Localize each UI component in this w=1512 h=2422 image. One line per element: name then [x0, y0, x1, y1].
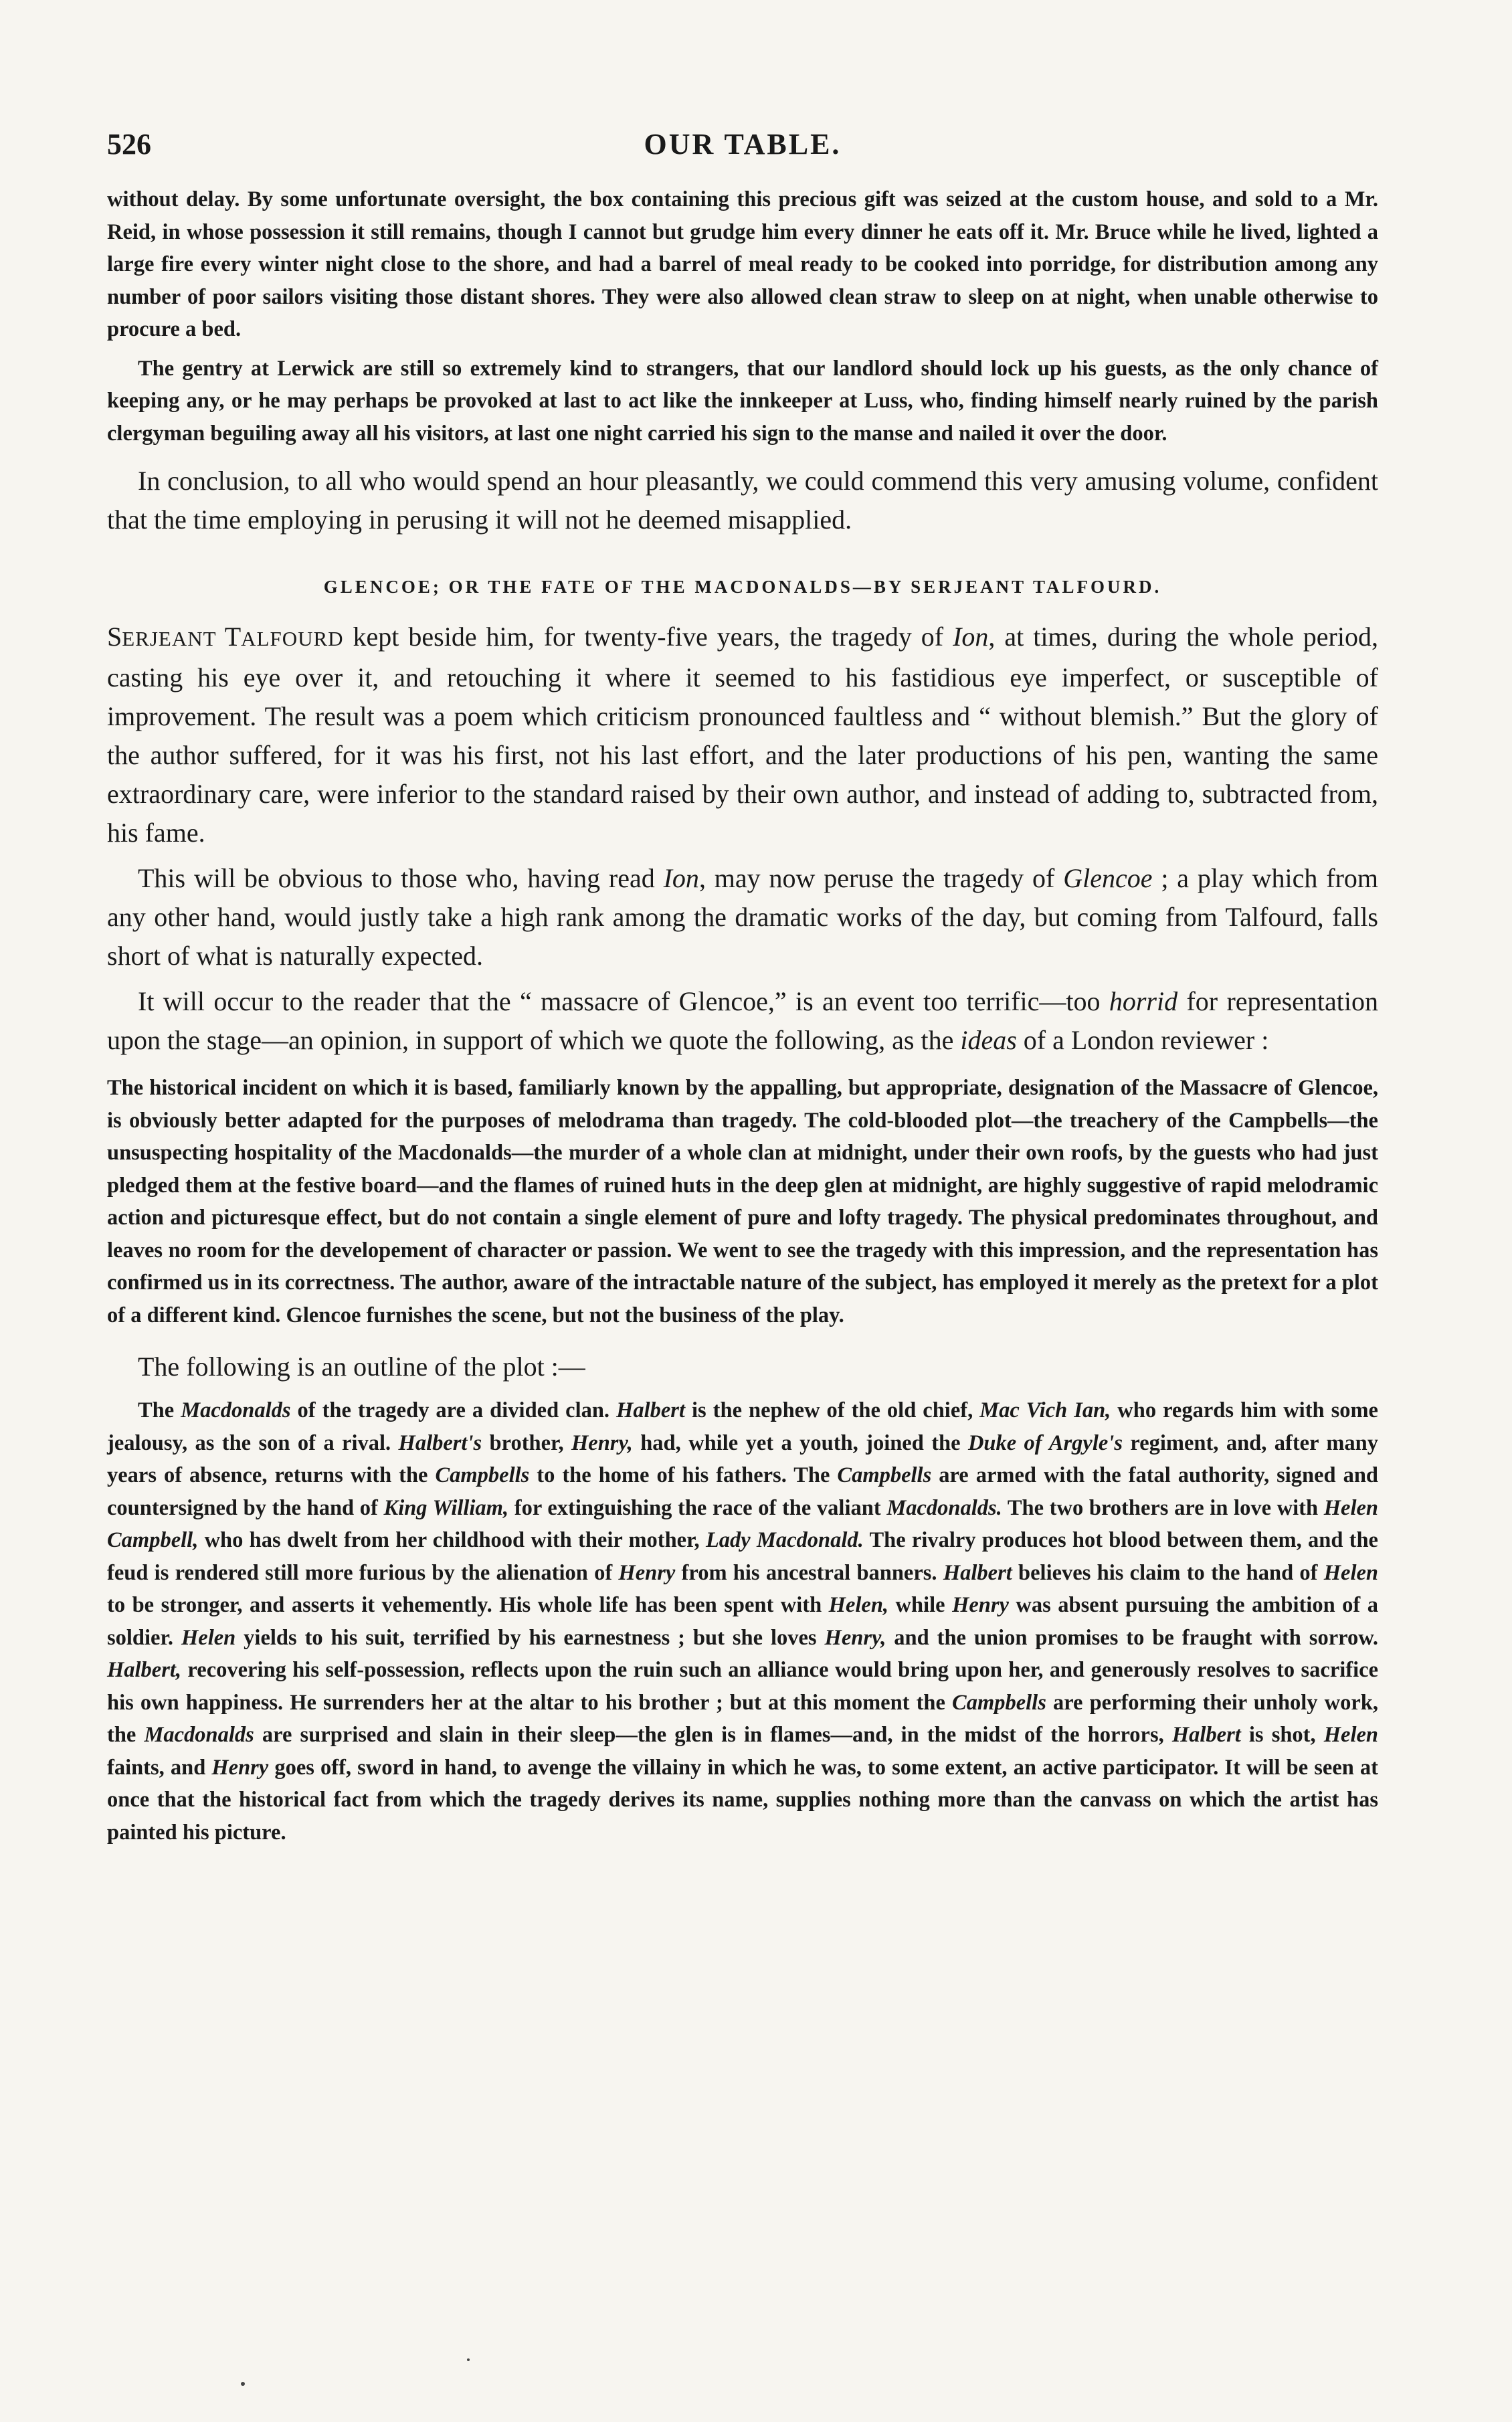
text-run: , may now peruse the tragedy of [698, 863, 1064, 893]
text-run: , at times, during the whole period, casting his eye over it, and retouching it where it seemed to his fastidious eye imperfect, or susceptible of improvement. The result was a poem which criticism pronounced faultless and “ without blemish.” But the glory of the author suffered, for it was his first, not his last effort, and the later productions of his pen, wanting the same extraordinary care, were inferior to the standard raised by their own author, and instead of adding to, subtracted from, his fame. [107, 622, 1378, 848]
proper-name: Henry [211, 1755, 269, 1780]
text-run: from his ancestral banners. [675, 1560, 943, 1585]
text-run: who regards him with some jealousy, as the son of a rival. [107, 1398, 1378, 1455]
text-run: regiment, and, after many years of absence, returns with the [107, 1430, 1378, 1487]
title-glencoe: Glencoe [1063, 863, 1153, 893]
emphasis-ideas: ideas [960, 1025, 1017, 1055]
text-run: The two brothers are in love with [1002, 1495, 1324, 1520]
text-run: faints, and [107, 1755, 212, 1780]
review-paragraph-3 [107, 982, 1378, 1060]
text-run: ; a play which from any other hand, would justly take a high rank among the dramatic works of the day, but coming from Talfourd, falls short of what is naturally expected. [107, 863, 1379, 971]
proper-name: Mac Vich Ian, [979, 1398, 1111, 1422]
text-run: It will occur to the reader that the “ massacre of Glencoe,” is an event too terrific—too [138, 986, 1109, 1016]
text-run: is the nephew of the old chief, [684, 1398, 980, 1422]
title-ion: Ion [663, 863, 699, 893]
text-run: to the home of his fathers. The [529, 1463, 838, 1487]
proper-name: Macdonalds [144, 1723, 254, 1747]
proper-name: King William, [383, 1495, 509, 1520]
text-run: for extinguishing the race of the valiant [508, 1495, 887, 1520]
author-name-initial-1: S [107, 622, 122, 652]
text-run: had, while yet a youth, joined the [632, 1430, 968, 1455]
proper-name: Henry [618, 1560, 676, 1585]
text-run: kept beside him, for twenty-five years, the tragedy of [343, 622, 953, 652]
proper-name: Helen Campbell, [107, 1495, 1378, 1552]
proper-name: Halbert's [398, 1430, 482, 1455]
emphasis-horrid: horrid [1109, 986, 1178, 1016]
text-run: are performing their unholy work, the [107, 1690, 1378, 1747]
text-run: for representation upon the stage—an opinion, in support of which we quote the following, as the [107, 986, 1379, 1055]
continuation-paragraph-2: The gentry at Lerwick are still so extremely kind to strangers, that our landlord should lock up his guests, as the only chance of keeping any, or he may perhaps be provoked at last to act like the innkeeper at Luss, who, finding himself nearly ruined by the parish clergyman beguiling away all his visitors, at last one night carried his sign to the manse and nailed it over the door. [107, 356, 1378, 446]
continuation-paragraph-1: without delay. By some unfortunate oversight, the box containing this precious gift was seized at the custom house, and sold to a Mr. Reid, in whose possession it still remains, though I cannot but grudge him every dinner he eats off it. Mr. Bruce while he lived, lighted a large fire every winter night close to the shore, and had a barrel of meal ready to be cooked into porridge, for distribution among any number of poor sailors visiting those distant shores. They were also allowed clean straw to sleep on at night, when unable otherwise to procure a bed. [107, 187, 1378, 341]
proper-name: Henry [952, 1593, 1009, 1617]
text-run: This will be obvious to those who, having read [138, 863, 664, 893]
proper-name: Henry, [824, 1625, 886, 1650]
proper-name: Campbells [435, 1463, 530, 1487]
text-run: are armed with the fatal authority, signed and countersigned by the hand of [107, 1463, 1378, 1520]
proper-name: Helen [181, 1625, 236, 1650]
reviewer-quote: The historical incident on which it is based, familiarly known by the appalling, but appropriate, designation of the Massacre of Glencoe, is obviously better adapted for the purposes of melodrama than tragedy. The cold-blooded plot—the treachery of the Campbells—the unsuspecting hospitality of the Macdonalds—the murder of a whole clan at midnight, under their own roofs, by the guests who had just pledged them at the festive board—and the flames of ruined huts in the deep glen at midnight, are highly suggestive of rapid melodramic action and picturesque effect, but do not contain a single element of pure and lofty tragedy. The physical predominates throughout, and leaves no room for the developement of character or passion. We went to see the tragedy with this impression, and the representation has confirmed us in its correctness. The author, aware of the intractable nature of the subject, has employed it merely as the pretext for a plot of a different kind. Glencoe furnishes the scene, but not the business of the play. [107, 1076, 1378, 1327]
proper-name: Henry, [571, 1430, 633, 1455]
review-paragraph-2 [107, 859, 1378, 975]
print-speck [467, 2358, 470, 2361]
text-run: while [888, 1593, 953, 1617]
section-heading: GLENCOE; OR THE FATE OF THE MACDONALDS—BY SERJEANT TALFOURD. [323, 577, 1162, 597]
proper-name: Lady Macdonald. [705, 1528, 864, 1552]
print-speck [241, 2382, 245, 2386]
page [107, 127, 1378, 1849]
text-run: The rivalry produces hot blood between them, and the feud is rendered still more furious by the alienation of [107, 1528, 1378, 1585]
text-run: The [138, 1398, 181, 1422]
proper-name: Halbert [616, 1398, 685, 1422]
proper-name: Campbells [837, 1463, 932, 1487]
author-name-initial-2: T [224, 622, 242, 652]
text-run: goes off, sword in hand, to avenge the villainy in which he was, to some extent, an active participator. It will be seen at once that the historical fact from which the tragedy derives its name, supplies nothing more than the canvass on which the artist has painted his picture. [107, 1755, 1378, 1845]
proper-name: Halbert [943, 1560, 1012, 1585]
conclusion-paragraph: In conclusion, to all who would spend an hour pleasantly, we could commend this very amusing volume, confident that the time employing in perusing it will not he deemed misapplied. [107, 466, 1378, 535]
proper-name: Duke of Argyle's [967, 1430, 1123, 1455]
running-title: OUR TABLE. [644, 128, 842, 161]
page-number: 526 [107, 128, 151, 161]
text-run: of the tragedy are a divided clan. [290, 1398, 617, 1422]
text-run: of a London reviewer : [1016, 1025, 1269, 1055]
proper-name: Helen, [828, 1593, 889, 1617]
text-run: recovering his self-possession, reflects upon the ruin such an alliance would bring upon her, and generously resolves to sacrifice his own happiness. He surrenders her at the altar to his brother ; but at this moment the [107, 1658, 1378, 1715]
text-run: are surprised and slain in their sleep—the glen is in flames—and, in the midst of the horrors, [254, 1723, 1172, 1747]
author-name-rest-2: ALFOURD [241, 627, 344, 650]
author-name-rest-1: ERJEANT [122, 627, 225, 650]
proper-name: Macdonalds [181, 1398, 291, 1422]
proper-name: Macdonalds. [886, 1495, 1002, 1520]
text-run: to be stronger, and asserts it vehemently. His whole life has been spent with [107, 1593, 829, 1617]
text-run: is shot, [1240, 1723, 1324, 1747]
proper-name: Halbert [1171, 1723, 1241, 1747]
proper-name: Helen [1323, 1560, 1378, 1585]
text-run: who has dwelt from her childhood with their mother, [198, 1528, 706, 1552]
text-run: and the union promises to be fraught with sorrow. [886, 1625, 1379, 1650]
running-head [107, 127, 1378, 174]
text-run: believes his claim to the hand of [1012, 1560, 1324, 1585]
outline-intro: The following is an outline of the plot :— [138, 1352, 585, 1382]
plot-outline-paragraph [107, 1394, 1378, 1849]
text-run: was absent pursuing the ambition of a soldier. [107, 1593, 1378, 1650]
proper-name: Halbert, [107, 1658, 182, 1682]
text-run: yields to his suit, terrified by his earnestness ; but she loves [235, 1625, 825, 1650]
title-ion: Ion [953, 622, 989, 652]
review-paragraph-1 [107, 618, 1378, 852]
proper-name: Campbells [952, 1690, 1046, 1715]
text-run: brother, [482, 1430, 572, 1455]
proper-name: Helen [1323, 1723, 1378, 1747]
